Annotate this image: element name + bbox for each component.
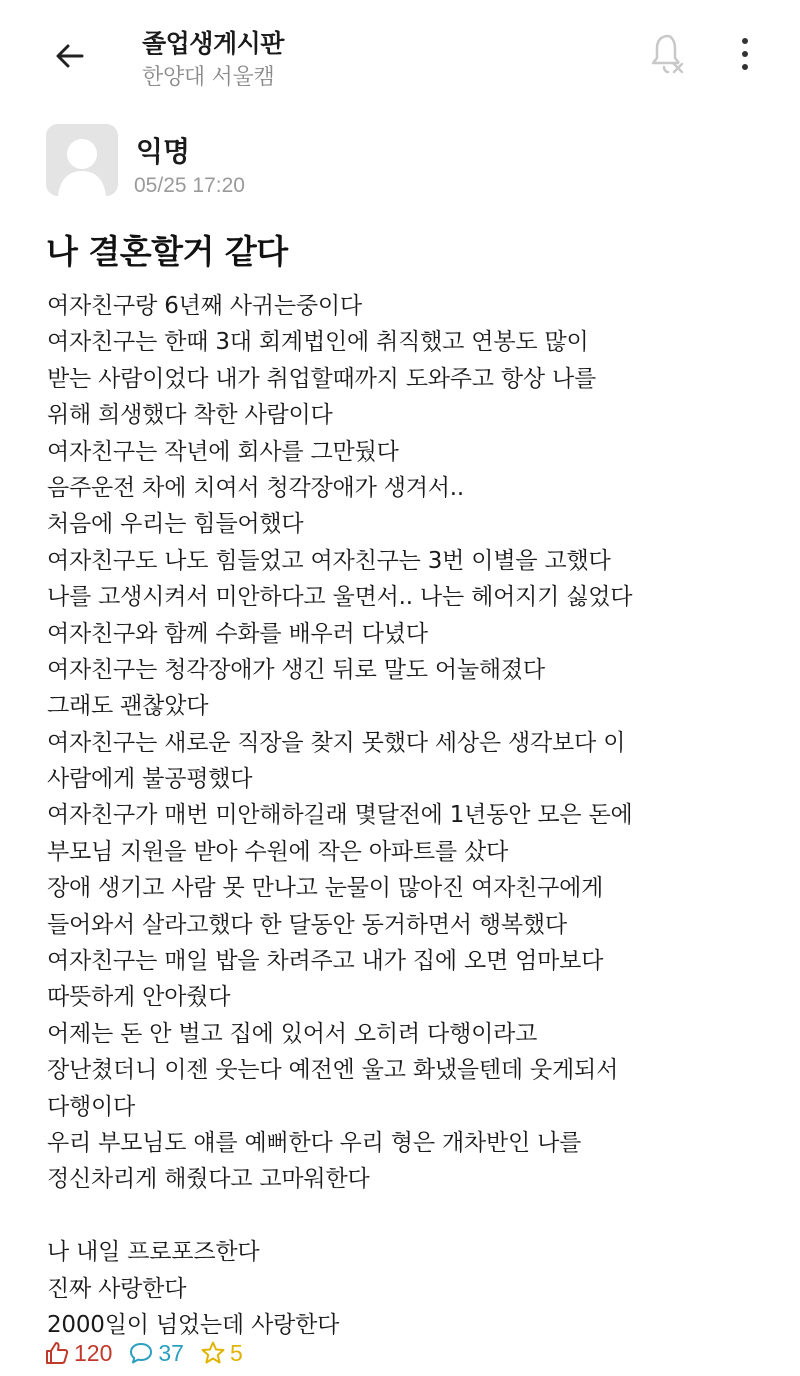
- author-info: [46, 124, 746, 200]
- post-body-line: 장난쳤더니 이젠 웃는다 예전엔 울고 화냈을텐데 웃게되서: [47, 1057, 619, 1084]
- like-count[interactable]: [44, 1340, 112, 1367]
- avatar: [46, 124, 118, 196]
- post-body-line: 부모님 지원을 받아 수원에 작은 아파트를 샀다: [47, 838, 509, 865]
- more-options-button[interactable]: [728, 30, 762, 78]
- back-arrow-icon: [52, 38, 88, 74]
- post-body-line: 나를 고생시켜서 미안하다고 울면서.. 나는 헤어지기 싫었다: [47, 584, 633, 611]
- post-body-line: 2000일이 넘었는데 사랑한다: [47, 1311, 340, 1338]
- post-body-line: 나 내일 프로포즈한다: [47, 1239, 260, 1266]
- post-title: 나 결혼할거 같다: [46, 232, 288, 271]
- post-timestamp: 05/25 17:20: [134, 174, 245, 197]
- thumbs-up-icon: [44, 1340, 70, 1366]
- scrap-count[interactable]: [200, 1340, 243, 1367]
- post-body-line: 받는 사람이었다 내가 취업할때까지 도와주고 항상 나를: [47, 365, 597, 392]
- bell-off-icon: [644, 30, 692, 78]
- author-name: 익명: [136, 135, 191, 168]
- post-body-line: 여자친구는 새로운 직장을 찾지 못했다 세상은 생각보다 이: [47, 729, 626, 756]
- post-body-line: 들어와서 살라고했다 한 달동안 동거하면서 행복했다: [47, 911, 567, 938]
- post-body-line: 그래도 괜찮았다: [47, 693, 209, 720]
- star-icon: [200, 1340, 226, 1366]
- post-body-line: 여자친구와 함께 수화를 배우러 다녔다: [47, 620, 428, 647]
- post-body-line: 여자친구도 나도 힘들었고 여자친구는 3번 이별을 고했다: [47, 547, 611, 574]
- post-body-line: 여자친구는 작년에 회사를 그만뒀다: [47, 438, 399, 465]
- post-body-line: [47, 1198, 767, 1234]
- board-title: 졸업생게시판: [142, 29, 284, 58]
- post-stats: [44, 1336, 259, 1370]
- comment-count[interactable]: [128, 1340, 184, 1367]
- post-body-line: 여자친구가 매번 미안해하길래 몇달전에 1년동안 모은 돈에: [47, 802, 633, 829]
- post-body-line: 여자친구는 한때 3대 회계법인에 취직했고 연봉도 많이: [47, 329, 589, 356]
- post-body-line: 따뜻하게 안아줬다: [47, 984, 231, 1011]
- post-body-line: 사람에게 불공평했다: [47, 766, 253, 793]
- default-avatar-icon: [46, 124, 118, 196]
- post-body-line: 여자친구는 청각장애가 생긴 뒤로 말도 어눌해졌다: [47, 656, 545, 683]
- post-body-line: 진짜 사랑한다: [47, 1275, 187, 1302]
- post-body-line: 다행이다: [47, 1093, 136, 1120]
- top-bar: [0, 0, 800, 112]
- notification-toggle-button[interactable]: [644, 30, 692, 78]
- post-body-line: 우리 부모님도 얘를 예뻐한다 우리 형은 개차반인 나를: [47, 1129, 582, 1156]
- post-body-line: 여자친구는 매일 밥을 차려주고 내가 집에 오면 엄마보다: [47, 948, 604, 975]
- like-count-value: 120: [74, 1339, 113, 1366]
- scrap-count-value: 5: [229, 1339, 243, 1366]
- post-body-line: 처음에 우리는 힘들어했다: [47, 511, 304, 538]
- board-subtitle: 한양대 서울캠: [142, 65, 275, 90]
- post-body-line: 음주운전 차에 치여서 청각장애가 생겨서..: [47, 474, 464, 501]
- post-body-line: 장애 생기고 사람 못 만나고 눈물이 많아진 여자친구에게: [47, 875, 604, 902]
- post-body: [47, 288, 767, 1343]
- comment-count-value: 37: [158, 1339, 184, 1366]
- comment-bubble-icon: [128, 1340, 154, 1366]
- post-body-line: 위해 희생했다 착한 사람이다: [47, 402, 333, 429]
- back-button[interactable]: [48, 34, 92, 78]
- post-body-line: 어제는 돈 안 벌고 집에 있어서 오히려 다행이라고: [47, 1020, 538, 1047]
- post-body-line: 여자친구랑 6년째 사귀는중이다: [47, 293, 362, 319]
- post-body-line: 정신차리게 해줬다고 고마워한다: [47, 1166, 370, 1193]
- more-vertical-icon: [742, 38, 748, 44]
